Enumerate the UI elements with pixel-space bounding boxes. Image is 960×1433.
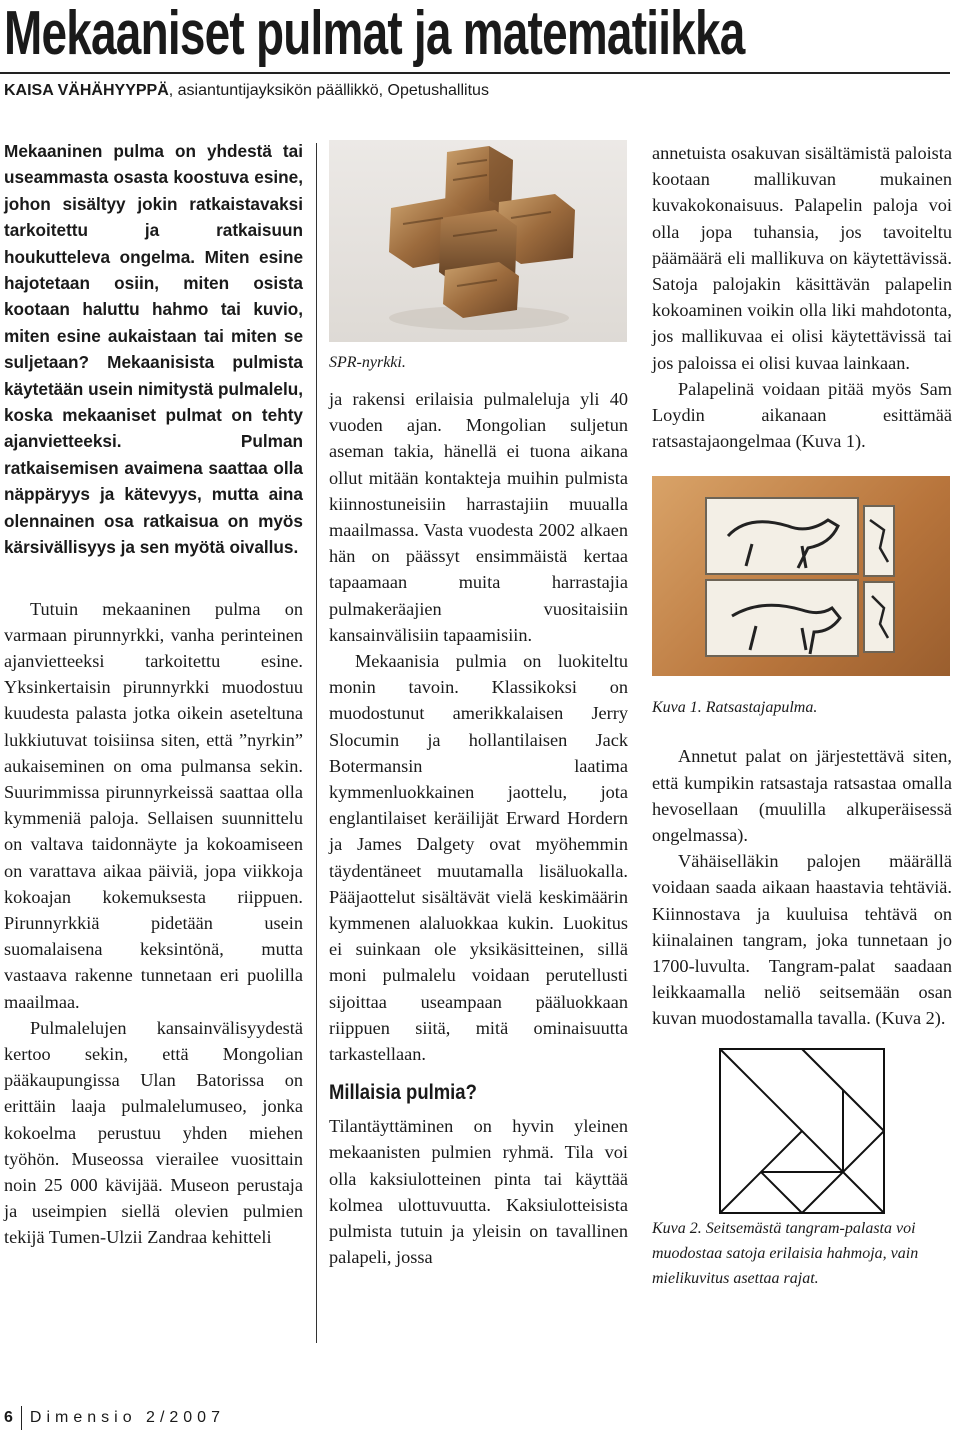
author-role: , asiantuntijayksikön päällikkö, Opetushallitus bbox=[168, 82, 489, 99]
body-paragraph: Annetut palat on järjestettävä siten, että kumpikin ratsastaja ratsastaa omalla hevosellaan (muulilla alkuperäisessä ongelmassa). bbox=[652, 746, 952, 846]
wooden-cross-puzzle-image bbox=[329, 140, 627, 342]
page-footer bbox=[4, 1406, 225, 1430]
body-paragraph: Vähäiselläkin palojen määrällä voidaan saada aikaan haastavia tehtäviä. Kiinnostava ja kuuluisa tehtävä on kiinalainen tangram, joka tunnetaan jo 1700-luvulta. Tangram-palat saadaan leikkaamalla neliö seitsemään osan kuvan muodostamalla tavalla. (Kuva 2). bbox=[652, 851, 952, 1029]
body-paragraph: Pulmalelujen kansainvälisyydestä kertoo sekin, että Mongolian pääkaupungissa Ulan Batorissa on erittäin laaja pulmalelumuseo, jonka kokoelma perustuu yhden miehen työhön. Museossa vierailee vuosittain noin 25 000 kävijää. Museon perustaja ja useimpien siellä olevien pulmien tekijä Tumen-Ulzii Zandraa kehitteli bbox=[4, 1017, 303, 1248]
figure-1-caption: Kuva 1. Ratsastajapulma. bbox=[652, 699, 818, 717]
author-name: KAISA VÄHÄHYYPPÄ bbox=[4, 82, 169, 99]
magazine-issue: Dimensio 2/2007 bbox=[29, 1409, 225, 1426]
body-paragraph: Mekaanisia pulmia on luokiteltu monin tavoin. Klassikoksi on muodostunut amerikkalaisen Jerry Slocumin ja hollantilaisen Jack Botermansin laatima kymmenluokkainen jaottelu, jota englantilaiset keräilijät Erward Hordern ja James Dalgety ovat myöhemmin täydentäneet muutamalla lisäluokalla. Pääjaottelut sisältävät vielä keskimäärin kymmenen alaluokkaa kukin. Luokitus ei suinkaan ole yksikäsitteinen, sillä moni pulmalelu voidaan perutellusti sijoittaa useampaan pääluokkaan riippuen siitä, mitä ominaisuutta tarkastellaan. bbox=[329, 651, 628, 1065]
section-subheading: Millaisia pulmia? bbox=[329, 1081, 477, 1105]
tangram-cut bbox=[761, 1172, 802, 1213]
body-paragraph: Palapelinä voidaan pitää myös Sam Loydin aikanaan esittämää ratsastajaongelmaa (Kuva 1). bbox=[652, 378, 952, 452]
rider-puzzle-image bbox=[652, 476, 950, 676]
column-2 bbox=[329, 140, 628, 1271]
puzzle-photo bbox=[329, 140, 627, 342]
figure-2-caption: Kuva 2. Seitsemästä tangram-palasta voi muodostaa satoja erilaisia hahmoja, vain mielikuvitus asettaa rajat. bbox=[652, 1219, 919, 1287]
footer-divider bbox=[21, 1406, 22, 1430]
body-paragraph: ja rakensi erilaisia pulmaleluja yli 40 vuoden ajan. Mongolian suljetun aseman takia, hänellä ei tuona aikana ollut mitään kontakteja muihin pulmista kiinnostuneisiin harrastajiin muualla maailmassa. Vasta vuodesta 2002 alkaen hän on päässyt ensimmäistä kertaa tapaamaan muita harrastajia pulmakeräajien vuositaisiin kansainvälisiin tapaamisiin. bbox=[329, 389, 628, 645]
page-number: 6 bbox=[4, 1409, 13, 1426]
byline bbox=[4, 82, 489, 100]
tangram-figure bbox=[652, 1046, 952, 1216]
body-paragraph: Tutuin mekaaninen pulma on varmaan pirunnyrkki, vanha perinteinen ajanvietteeksi tarkoitettu esine. Yksinkertaisin pirunnyrkki muodostuu kuudesta palasta jotka oikein aseteltuna lukkiutuvat toisiinsa siten, että ”nyrkin” aukaiseminen on oma pulmansa sekin. Suurimmissa pirunnyrkeissä saattaa olla kymmeniä paloja. Sellaisen suunnittelu on valtava taidonnäyte ja kokoamiseen on varattava aikaa päiviä, jopa viikkoja kokoajan kokemuksesta riippuen. Pirunnyrkkiä pidetään usein suomalaisena keksintönä, mutta vastaava rakenne tunnetaan eri puolilla maailmaa. bbox=[4, 598, 303, 1012]
rider-puzzle-photo bbox=[652, 476, 950, 676]
column-divider bbox=[316, 143, 317, 1343]
lead-paragraph: Mekaaninen pulma on yhdestä tai useammasta osasta koostuva esine, johon sisältyy jokin ratkaistavaksi tarkoitettu ja ratkaisuun houkutteleva ongelma. Miten esine hajotetaan osiin, miten osista kootaan haluttu hahmo tai kuvio, miten esine aukaistaan tai miten se suljetaan? Mekaanisista pulmista käytetään usein nimitystä pulmalelu, koska mekaaniset pulmat on tehty ajanvietteeksi. Pulman ratkaisemisen avaimena saattaa olla näppäryys ja kätevyys, mutta aina olennainen osa ratkaisua on myös kärsivällisyys ja sen myötä oivallus. bbox=[4, 141, 303, 558]
column-3 bbox=[652, 140, 952, 1291]
column-1 bbox=[4, 138, 303, 1251]
body-paragraph: Tilantäyttäminen on hyvin yleinen mekaanisten pulmien ryhmä. Tila voi olla kaksiulotteinen pinta tai käyttää kolmea ulottuvuutta. Kaksiulotteisista pulmista tutuin ja yleisin on tavallinen palapeli, jossa bbox=[329, 1116, 628, 1268]
title-rule bbox=[0, 72, 950, 74]
article-title: Mekaaniset pulmat ja matematiikka bbox=[4, 0, 745, 68]
body-paragraph: annetuista osakuvan sisältämistä paloista kootaan mallikuvan mukainen kuvakokonaisuus. Palapelin paloja voi olla jopa tuhansia, jos tavoiteltu päämäärä eli mallikuva on käytettävissä. Satoja palojakin käsittävän palapelin kokoaminen voikin olla liki mahdotonta, jos mallikuvaa ei olisi käytettävissä tai jos paloissa ei olisi kuvaa lainkaan. bbox=[652, 143, 952, 373]
photo-caption: SPR-nyrkki. bbox=[329, 354, 406, 371]
